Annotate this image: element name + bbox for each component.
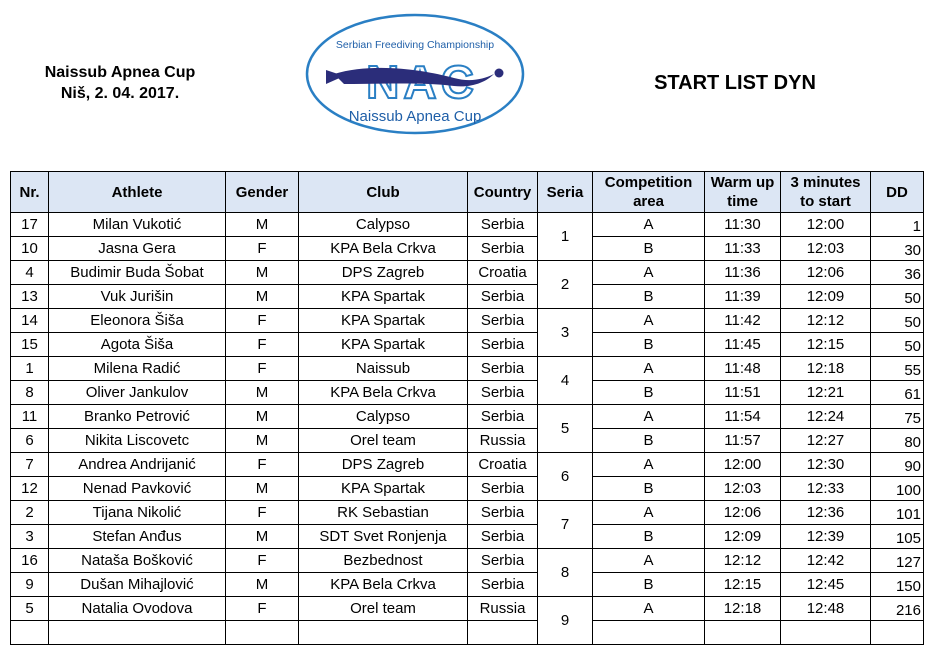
cell-gender: M: [226, 573, 299, 597]
cell-dd: 50: [871, 333, 924, 357]
cell-club: KPA Spartak: [299, 309, 468, 333]
cell-dd: 105: [871, 525, 924, 549]
table-row: [11, 405, 924, 429]
cell-dd: 150: [871, 573, 924, 597]
cell-gender: M: [226, 285, 299, 309]
cell-competition-area: B: [593, 573, 705, 597]
col-header-club: Club: [299, 172, 468, 213]
cell-seria: 8: [538, 549, 593, 597]
cell-competition-area: A: [593, 549, 705, 573]
cell-club: SDT Svet Ronjenja: [299, 525, 468, 549]
cell-athlete: Vuk Jurišin: [49, 285, 226, 309]
cell-start-time: 12:06: [781, 261, 871, 285]
cell-athlete: Oliver Jankulov: [49, 381, 226, 405]
cell-competition-area: B: [593, 477, 705, 501]
cell-dd: 55: [871, 357, 924, 381]
cell-warm-up-time: 11:39: [705, 285, 781, 309]
table-row: [11, 357, 924, 381]
cell-seria: 2: [538, 261, 593, 309]
table-row: [11, 525, 924, 549]
cell-nr: 10: [11, 237, 49, 261]
cell-athlete: Nenad Pavković: [49, 477, 226, 501]
cell-nr: 8: [11, 381, 49, 405]
cell-nr: 14: [11, 309, 49, 333]
col-header-3-minutes-to-start: 3 minutes to start: [781, 172, 871, 213]
cell-competition-area: [593, 621, 705, 645]
cell-nr: 5: [11, 597, 49, 621]
col-header-nr: Nr.: [11, 172, 49, 213]
cell-club: KPA Bela Crkva: [299, 237, 468, 261]
table-row: [11, 453, 924, 477]
table-row: [11, 501, 924, 525]
cell-dd: 36: [871, 261, 924, 285]
cell-warm-up-time: [705, 621, 781, 645]
event-date: Niš, 2. 04. 2017.: [60, 85, 180, 102]
cell-club: Bezbednost: [299, 549, 468, 573]
cell-club: Orel team: [299, 597, 468, 621]
cell-nr: 7: [11, 453, 49, 477]
cell-nr: [11, 621, 49, 645]
cell-seria: 7: [538, 501, 593, 549]
cell-gender: F: [226, 333, 299, 357]
cell-start-time: 12:39: [781, 525, 871, 549]
cell-warm-up-time: 12:15: [705, 573, 781, 597]
cell-competition-area: A: [593, 213, 705, 237]
cell-gender: M: [226, 405, 299, 429]
cell-nr: 9: [11, 573, 49, 597]
cell-gender: F: [226, 549, 299, 573]
table-row: [11, 549, 924, 573]
cell-warm-up-time: 11:30: [705, 213, 781, 237]
cell-start-time: 12:24: [781, 405, 871, 429]
cell-dd: 50: [871, 285, 924, 309]
cell-athlete: Milan Vukotić: [49, 213, 226, 237]
cell-start-time: 12:21: [781, 381, 871, 405]
cell-seria: 4: [538, 357, 593, 405]
col-header-warm-up-time: Warm up time: [705, 172, 781, 213]
cell-gender: F: [226, 357, 299, 381]
cell-dd: 1: [871, 213, 924, 237]
cell-gender: M: [226, 477, 299, 501]
cell-athlete: Budimir Buda Šobat: [49, 261, 226, 285]
cell-competition-area: A: [593, 405, 705, 429]
cell-country: Croatia: [468, 261, 538, 285]
cell-country: Serbia: [468, 309, 538, 333]
cell-competition-area: A: [593, 501, 705, 525]
table-row: [11, 309, 924, 333]
diver-head: [495, 69, 504, 78]
cell-country: Serbia: [468, 333, 538, 357]
cell-warm-up-time: 11:51: [705, 381, 781, 405]
cell-country: Serbia: [468, 381, 538, 405]
cell-club: Naissub: [299, 357, 468, 381]
cell-seria: 5: [538, 405, 593, 453]
cell-start-time: 12:30: [781, 453, 871, 477]
col-header-athlete: Athlete: [49, 172, 226, 213]
cell-gender: F: [226, 597, 299, 621]
cell-warm-up-time: 11:36: [705, 261, 781, 285]
cell-dd: 50: [871, 309, 924, 333]
cell-athlete: Jasna Gera: [49, 237, 226, 261]
cell-warm-up-time: 11:54: [705, 405, 781, 429]
col-header-competition-area: Competition area: [593, 172, 705, 213]
cell-seria: 6: [538, 453, 593, 501]
nac-logo: [304, 12, 526, 136]
cell-seria: 9: [538, 597, 593, 645]
cell-warm-up-time: 12:03: [705, 477, 781, 501]
cell-start-time: 12:42: [781, 549, 871, 573]
cell-gender: M: [226, 525, 299, 549]
cell-start-time: [781, 621, 871, 645]
cell-competition-area: A: [593, 309, 705, 333]
cell-competition-area: A: [593, 357, 705, 381]
cell-competition-area: B: [593, 525, 705, 549]
cell-club: KPA Bela Crkva: [299, 573, 468, 597]
cell-country: Serbia: [468, 285, 538, 309]
cell-athlete: Dušan Mihajlović: [49, 573, 226, 597]
cell-warm-up-time: 12:06: [705, 501, 781, 525]
table-row: [11, 285, 924, 309]
cell-competition-area: B: [593, 429, 705, 453]
cell-dd: 101: [871, 501, 924, 525]
cell-competition-area: B: [593, 237, 705, 261]
table-header-row: [11, 172, 924, 213]
cell-country: Russia: [468, 597, 538, 621]
logo-top-text: Serbian Freediving Championship: [335, 39, 495, 51]
cell-warm-up-time: 11:48: [705, 357, 781, 381]
cell-warm-up-time: 11:33: [705, 237, 781, 261]
cell-nr: 6: [11, 429, 49, 453]
cell-nr: 13: [11, 285, 49, 309]
cell-athlete: Eleonora Šiša: [49, 309, 226, 333]
cell-club: DPS Zagreb: [299, 453, 468, 477]
cell-gender: F: [226, 501, 299, 525]
cell-nr: 3: [11, 525, 49, 549]
cell-warm-up-time: 11:57: [705, 429, 781, 453]
cell-gender: M: [226, 213, 299, 237]
cell-country: Serbia: [468, 213, 538, 237]
cell-dd: 127: [871, 549, 924, 573]
cell-club: [299, 621, 468, 645]
col-header-seria: Seria: [538, 172, 593, 213]
cell-athlete: Andrea Andrijanić: [49, 453, 226, 477]
cell-start-time: 12:45: [781, 573, 871, 597]
cell-warm-up-time: 12:09: [705, 525, 781, 549]
cell-competition-area: A: [593, 453, 705, 477]
cell-gender: M: [226, 261, 299, 285]
cell-athlete: Nataša Bošković: [49, 549, 226, 573]
cell-gender: F: [226, 453, 299, 477]
cell-dd: 61: [871, 381, 924, 405]
cell-dd: [871, 621, 924, 645]
cell-start-time: 12:18: [781, 357, 871, 381]
table-row: [11, 261, 924, 285]
cell-club: KPA Bela Crkva: [299, 381, 468, 405]
cell-club: KPA Spartak: [299, 477, 468, 501]
cell-competition-area: B: [593, 381, 705, 405]
cell-country: Serbia: [468, 477, 538, 501]
cell-nr: 16: [11, 549, 49, 573]
cell-country: [468, 621, 538, 645]
list-title: START LIST DYN: [654, 72, 816, 94]
table-row: [11, 573, 924, 597]
cell-competition-area: A: [593, 597, 705, 621]
table-row: [11, 237, 924, 261]
cell-start-time: 12:27: [781, 429, 871, 453]
cell-club: Orel team: [299, 429, 468, 453]
cell-warm-up-time: 11:42: [705, 309, 781, 333]
cell-seria: 1: [538, 213, 593, 261]
cell-start-time: 12:00: [781, 213, 871, 237]
cell-warm-up-time: 12:12: [705, 549, 781, 573]
table-row: [11, 381, 924, 405]
cell-seria: 3: [538, 309, 593, 357]
cell-country: Serbia: [468, 573, 538, 597]
cell-gender: F: [226, 237, 299, 261]
cell-country: Russia: [468, 429, 538, 453]
cell-athlete: Branko Petrović: [49, 405, 226, 429]
cell-gender: [226, 621, 299, 645]
col-header-gender: Gender: [226, 172, 299, 213]
cell-athlete: Nikita Liscovetc: [49, 429, 226, 453]
cell-nr: 2: [11, 501, 49, 525]
cell-club: Calypso: [299, 405, 468, 429]
cell-nr: 12: [11, 477, 49, 501]
table-row: [11, 429, 924, 453]
col-header-dd: DD: [871, 172, 924, 213]
cell-athlete: [49, 621, 226, 645]
cell-start-time: 12:15: [781, 333, 871, 357]
cell-country: Serbia: [468, 549, 538, 573]
cell-dd: 100: [871, 477, 924, 501]
cell-country: Serbia: [468, 405, 538, 429]
cell-competition-area: A: [593, 261, 705, 285]
event-title: [0, 62, 240, 104]
cell-competition-area: B: [593, 285, 705, 309]
cell-club: RK Sebastian: [299, 501, 468, 525]
cell-club: KPA Spartak: [299, 285, 468, 309]
table-row: [11, 333, 924, 357]
cell-country: Serbia: [468, 357, 538, 381]
cell-start-time: 12:36: [781, 501, 871, 525]
cell-club: Calypso: [299, 213, 468, 237]
cell-nr: 15: [11, 333, 49, 357]
cell-country: Serbia: [468, 525, 538, 549]
cell-warm-up-time: 12:00: [705, 453, 781, 477]
cell-dd: 216: [871, 597, 924, 621]
cell-athlete: Tijana Nikolić: [49, 501, 226, 525]
cell-start-time: 12:12: [781, 309, 871, 333]
cell-dd: 90: [871, 453, 924, 477]
logo-bottom-text: Naissub Apnea Cup: [348, 108, 482, 125]
cell-country: Croatia: [468, 453, 538, 477]
cell-athlete: Natalia Ovodova: [49, 597, 226, 621]
table-row: [11, 597, 924, 621]
table-row: [11, 621, 924, 645]
cell-dd: 30: [871, 237, 924, 261]
col-header-country: Country: [468, 172, 538, 213]
cell-warm-up-time: 12:18: [705, 597, 781, 621]
table-row: [11, 213, 924, 237]
cell-country: Serbia: [468, 237, 538, 261]
cell-gender: M: [226, 429, 299, 453]
cell-gender: M: [226, 381, 299, 405]
cell-start-time: 12:09: [781, 285, 871, 309]
cell-club: DPS Zagreb: [299, 261, 468, 285]
cell-dd: 75: [871, 405, 924, 429]
cell-start-time: 12:48: [781, 597, 871, 621]
cell-country: Serbia: [468, 501, 538, 525]
cell-athlete: Agota Šiša: [49, 333, 226, 357]
cell-nr: 17: [11, 213, 49, 237]
cell-competition-area: B: [593, 333, 705, 357]
cell-warm-up-time: 11:45: [705, 333, 781, 357]
cell-gender: F: [226, 309, 299, 333]
cell-dd: 80: [871, 429, 924, 453]
event-name: Naissub Apnea Cup: [44, 64, 196, 81]
cell-athlete: Milena Radić: [49, 357, 226, 381]
cell-nr: 1: [11, 357, 49, 381]
cell-nr: 4: [11, 261, 49, 285]
cell-start-time: 12:33: [781, 477, 871, 501]
table-row: [11, 477, 924, 501]
cell-start-time: 12:03: [781, 237, 871, 261]
cell-athlete: Stefan Anđus: [49, 525, 226, 549]
start-list-table: [10, 171, 924, 645]
cell-club: KPA Spartak: [299, 333, 468, 357]
cell-nr: 11: [11, 405, 49, 429]
